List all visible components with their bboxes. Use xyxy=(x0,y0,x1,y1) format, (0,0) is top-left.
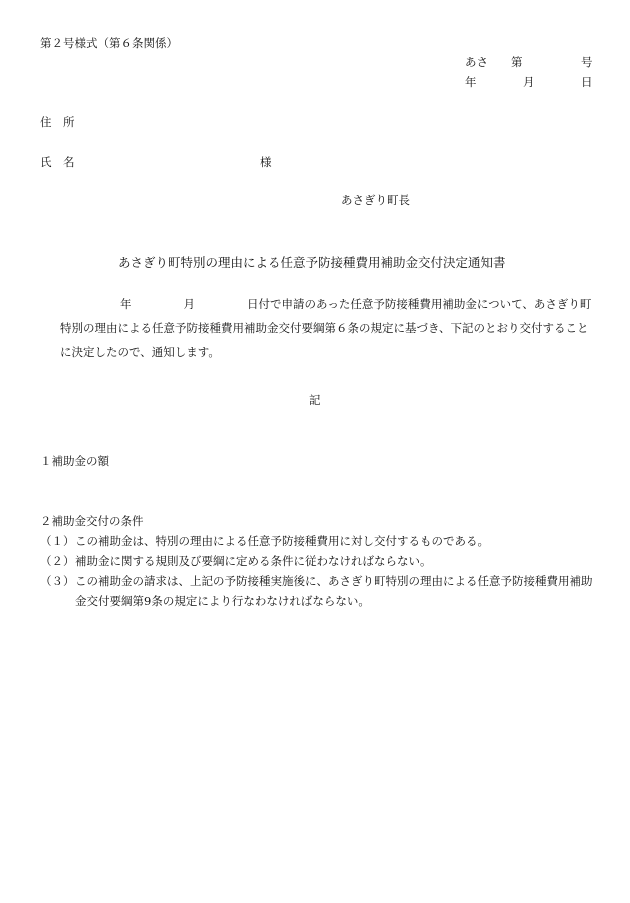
body-month: 月 xyxy=(183,297,195,311)
date-year: 年 xyxy=(465,75,477,89)
doc-number-dai: 第 xyxy=(511,55,523,69)
condition-number: （１） xyxy=(40,534,75,548)
name-label: 氏 名 xyxy=(40,155,75,169)
condition-text: この補助金は、特別の理由による任意予防接種費用に対し交付するものである。 xyxy=(75,534,489,548)
issuer: あさぎり町長 xyxy=(341,193,410,207)
form-number: 第２号様式（第６条関係） xyxy=(40,36,178,50)
date-day: 日 xyxy=(581,75,593,89)
condition-number: （３） xyxy=(40,574,75,588)
doc-number-prefix: あさ xyxy=(465,55,488,69)
document-title: あさぎり町特別の理由による任意予防接種費用補助金交付決定通知書 xyxy=(118,255,506,270)
condition-text: この補助金の請求は、上記の予防接種実施後に、あさぎり町特別の理由による任意予防接種費用補助 xyxy=(75,574,593,588)
ki-heading: 記 xyxy=(309,393,321,407)
section-amount: １補助金の額 xyxy=(40,454,109,468)
address-label: 住 所 xyxy=(40,115,75,129)
condition-text: 補助金に関する規則及び要綱に定める条件に従わなければならない。 xyxy=(75,554,432,568)
condition-text-continued: 金交付要綱第9条の規定により行なわなければならない。 xyxy=(75,594,370,608)
body-paragraph xyxy=(60,292,595,364)
sama-suffix: 様 xyxy=(260,155,272,169)
section-conditions: ２補助金交付の条件 xyxy=(40,514,144,528)
condition-number: （２） xyxy=(40,554,75,568)
date-month: 月 xyxy=(523,75,535,89)
body-year: 年 xyxy=(120,297,132,311)
body-text: 日付で申請のあった任意予防接種費用補助金について、あさぎり町特別の理由による任意予防接種費用補助金交付要綱第６条の規定に基づき、下記のとおり交付することに決定したので、通知します。 xyxy=(60,297,592,359)
doc-number-go: 号 xyxy=(581,55,593,69)
